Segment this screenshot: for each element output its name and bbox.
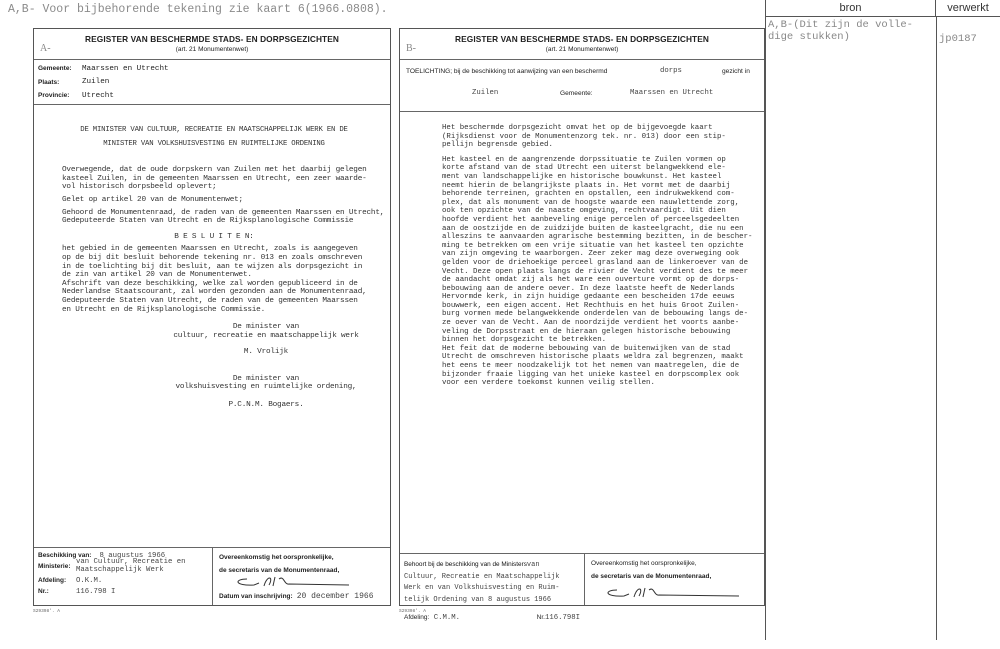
ministerie-label: Ministerie: — [38, 563, 71, 570]
signature-block-2: De minister van volkshuisvesting en ruimtelijke ordening, — [175, 374, 357, 392]
card-title: REGISTER VAN BESCHERMDE STADS- EN DORPSGEZICHTEN — [455, 34, 709, 44]
signatory-2: P.C.N.M. Bogaers. — [228, 401, 304, 410]
verwerkt-cell: jp0187 — [939, 33, 977, 45]
minister-heading-1: DE MINISTER VAN CULTUUR, RECREATIE EN MAATSCHAPPELIJK WERK EN DE — [80, 126, 348, 134]
gezicht-in-label: gezicht in — [722, 68, 750, 75]
field-value: Utrecht — [82, 91, 114, 100]
ministerie-value: van Cultuur, Recreatie en Maatschappelijk Werk — [76, 558, 186, 574]
minister-heading-2: MINISTER VAN VOLKSHUISVESTING EN RUIMTELIJKE ORDENING — [103, 139, 325, 148]
gemeente-label: Gemeente: — [560, 90, 593, 97]
besluiten-heading: B E S L U I T E N: — [174, 232, 254, 241]
card-letter: B- — [406, 43, 416, 54]
location-fields — [34, 60, 390, 105]
signature-icon — [229, 573, 359, 589]
print-mark: S29398'. A — [399, 609, 427, 614]
card-subtitle: (art. 21 Monumentenwet) — [175, 46, 249, 53]
column-header-bron: bron — [766, 0, 936, 16]
card-title: REGISTER VAN BESCHERMDE STADS- EN DORPSGEZICHTEN — [85, 34, 339, 44]
afdeling-label: Afdeling: — [404, 614, 430, 621]
secretaris-text: de secretaris van de Monumentenraad, — [219, 567, 340, 574]
column-divider — [936, 17, 937, 640]
beschikking-label: Beschikking van: — [38, 552, 92, 559]
toelichting-section — [400, 60, 764, 112]
field-label: Provincie: — [38, 92, 70, 100]
paragraph-besluit: het gebied in de gemeenten Maarssen en Utrecht, zoals is aangegeven op de bij dit besluit behorende tekening nr. 013 en zoals omschreven in de toelichting bij dit besluit, aan te wijzen als dorpsgezicht in de zin van artikel 20 van de Monumentenwet. Afschrift van deze beschikking, welke zal worden gepubliceerd in de Nederlandse Staatscourant, zal worden gezonden aan de Monumentenraad, Gedeputeerde Staten van Utrecht, de raden van de gemeenten Maarssen en Utrecht en de Rijksplanologische Commissie. — [62, 245, 367, 314]
card-letter: A- — [40, 43, 51, 54]
bron-cell: A,B-(Dit zijn de volle- dige stukken) — [768, 19, 913, 43]
card-header — [400, 29, 764, 60]
top-note: A,B- Voor bijbehorende tekening zie kaart 6(1966.0808). — [8, 3, 388, 16]
paragraph-gelet: Gelet op artikel 20 van de Monumentenwet; — [62, 195, 243, 204]
field-label: Plaats: — [38, 78, 60, 86]
nr-value: 116.798I — [544, 614, 580, 622]
field-value: Zuilen — [82, 78, 110, 87]
register-card-a — [33, 28, 391, 606]
field-provincie — [38, 89, 386, 103]
paragraph-overwegende: Overwegende, dat de oude dorpskern van Zuilen met het daarbij gelegen kasteel Zuilen, in de gemeenten Maarssen en Utrecht, een zeer waarde- vol historisch dorpsbeeld oplevert; — [62, 166, 367, 192]
gemeente-value: Maarssen en Utrecht — [630, 89, 714, 97]
print-mark: S29398'. A — [33, 609, 61, 614]
conform-text: Overeenkomstig het oorspronkelijke, — [591, 560, 697, 567]
field-plaats — [38, 76, 386, 90]
catalog-table — [765, 0, 1000, 640]
table-header — [766, 0, 1000, 17]
paragraph-omvang: Het beschermde dorpsgezicht omvat het op de bijgevoegde kaart (Rijksdienst voor de Monumentenzorg tek. nr. 013) door een stip- pellijn begrensde gebied. — [442, 124, 726, 150]
field-label: Gemeente: — [38, 65, 72, 73]
nr-value: 116.798 I — [76, 588, 116, 596]
behoort-value: van Cultuur, Recreatie en Maatschappelijk Werk en van Volkshuisvesting en Ruim- telijk Ordening van 8 augustus 1966 — [404, 561, 560, 604]
plaats-value: Zuilen — [472, 89, 499, 97]
signatory-1: M. Vrolijk — [243, 348, 289, 357]
signature-icon — [599, 584, 749, 600]
secretaris-text: de secretaris van de Monumentenraad, — [591, 573, 712, 580]
paragraph-motivering: Het kasteel en de aangrenzende dorpssituatie te Zuilen vormen op korte afstand van de stad Utrecht een uiterst belangwekkend ele- ment van landschappelijke en historische bouwkunst. Het kasteel neemt hierin de belangrijkste plaats in. Het vormt met de daarbij behorende terreinen, grachten en opstallen, een indrukwekkend com- plex, dat als monument van de hoogste waarde een nauwlettende zorg, ook ten opzichte van de naaste omgeving, rechtvaardigt. Uit dien hoofde verdient het aanbeveling enige percelen of perceelsgedeelten aan de oostzijde en de zuidzijde buiten de kasteelgracht, die nu een alleszins te aanvaarden agrarische bestemming bezitten, in de bescher- ming te betrekken om een vrije situatie van het kasteel ten opzichte van zijn omgeving te waarborgen. Zeer zeker mag deze overweging ook gelden voor de driehoekige perceel grasland aan de linkeroever van de Vecht. Deze open plaats langs de rivier de Vecht verdient des te meer de aandacht omdat zij als het ware een ouverture vormt op de dorps- bebouwing aan de andere oever. In deze laatste heeft de Nederlands Hervormde kerk, in zijn huidige gedaante een bescheiden 17de eeuws bouwwerk, een eigen accent. Het Rechthuis en het huis Groot Zuilen- burg vormen mede belangwekkende onderdelen van de bebouwing langs de- ze oever van de Vecht. Aan de noordzijde verdient het voorts aanbe- veling de Dorpsstraat en de hieraan gelegen historische bebouwing binnen het dorpsgezicht te betrekken. Het feit dat de moderne bebouwing van de buitenwijken van de stad Utrecht de omschreven historische plaats weldra zal begrenzen, maakt het eens te meer noodzakelijk tot het nemen van maatregelen, die de bijzonder fraaie ligging van het unieke kasteel en dorpscomplex ook voor een verdere toekomst kunnen veilig stellen. — [442, 155, 753, 388]
datum-label: Datum van inschrijving: — [219, 593, 293, 600]
field-gemeente — [38, 62, 386, 76]
paragraph-gehoord: Gehoord de Monumentenraad, de raden van de gemeenten Maarssen en Utrecht, Gedeputeerde Staten van Utrecht en de Rijksplanologische Commissie — [62, 208, 385, 226]
card-header — [34, 29, 390, 60]
beschikking-value: 8 augustus 1966 — [99, 552, 166, 560]
afdeling-label: Afdeling: — [38, 577, 67, 584]
conform-text: Overeenkomstig het oorspronkelijke, — [219, 554, 334, 561]
toelichting-label: TOELICHTING; bij de beschikking tot aanwijzing van een beschermd — [406, 68, 608, 75]
nr-label: Nr.: — [38, 588, 49, 595]
afdeling-value: C.M.M. — [433, 614, 461, 622]
column-header-verwerkt: verwerkt — [947, 2, 989, 14]
signature-block-1: De minister van cultuur, recreatie en maatschappelijk werk — [173, 323, 359, 340]
gezicht-type: dorps — [660, 67, 682, 75]
card-footer — [34, 547, 390, 605]
field-value: Maarssen en Utrecht — [82, 64, 169, 73]
behoort-label: Behoort bij de beschikking van de Ministers — [404, 561, 527, 568]
afdeling-value: O.K.M. — [76, 577, 103, 585]
nr-label: Nr. — [536, 614, 545, 621]
datum-value: 20 december 1966 — [296, 592, 374, 601]
card-subtitle: (art. 21 Monumentenwet) — [545, 46, 619, 53]
